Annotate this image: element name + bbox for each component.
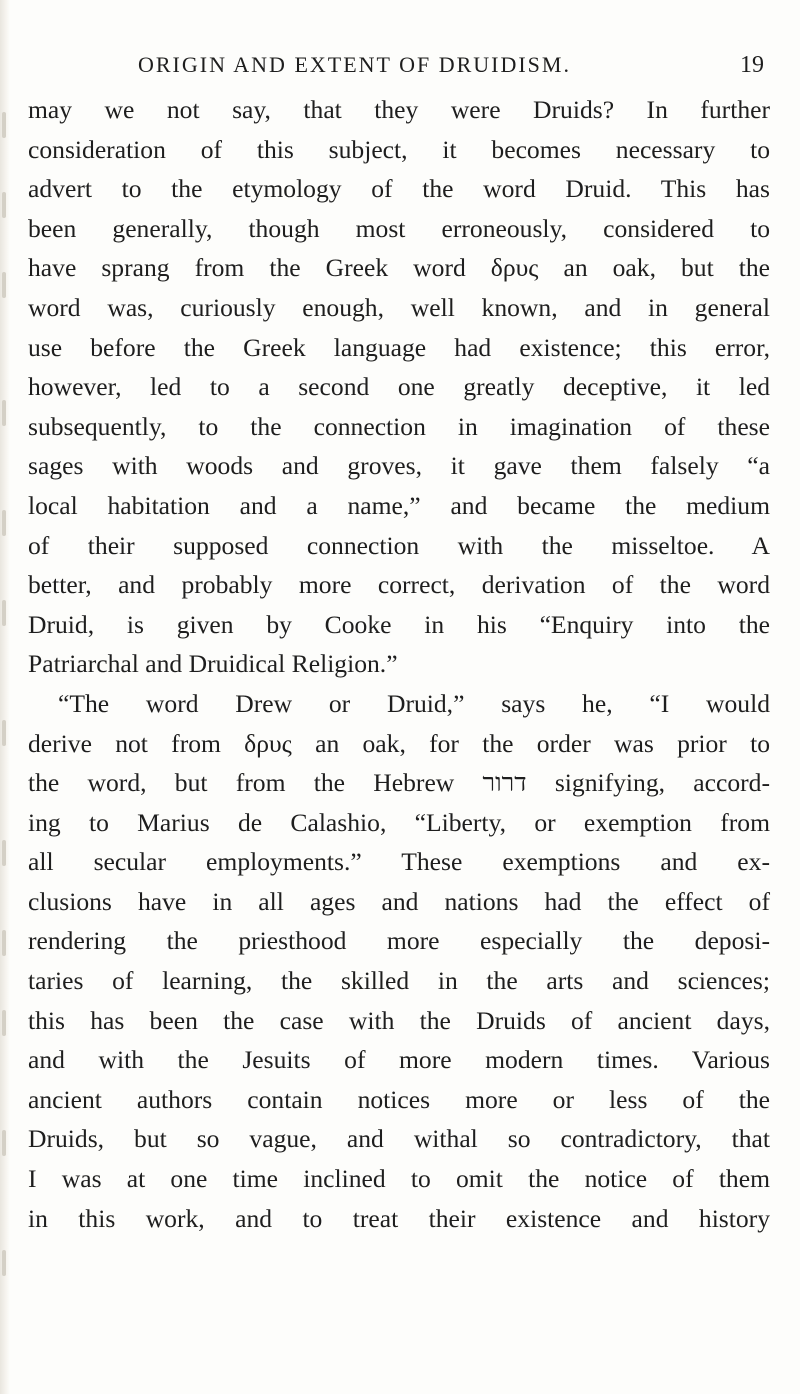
text-line: “The word Drew or Druid,” says he, “I would bbox=[58, 688, 770, 718]
gutter-mark bbox=[2, 400, 6, 426]
gutter-mark bbox=[2, 112, 6, 138]
gutter-mark bbox=[2, 840, 6, 866]
text-line: Druids, but so vague, and withal so contradictory, that bbox=[28, 1124, 770, 1154]
text-line: advert to the etymology of the word Druid. This has bbox=[28, 174, 770, 204]
text-line: derive not from δρυς an oak, for the order was prior to bbox=[28, 728, 770, 758]
page-number: 19 bbox=[740, 52, 764, 78]
gutter-mark bbox=[2, 1010, 6, 1036]
text-line: have sprang from the Greek word δρυς an oak, but the bbox=[28, 253, 770, 283]
text-line: Druid, is given by Cooke in his “Enquiry into the bbox=[28, 609, 770, 639]
text-line: word was, curiously enough, well known, and in general bbox=[28, 292, 770, 322]
text-line: all secular employments.” These exemptions and ex- bbox=[28, 847, 770, 877]
text-line: this has been the case with the Druids of ancient days, bbox=[28, 1005, 770, 1035]
gutter-mark bbox=[2, 1250, 6, 1276]
text-line: better, and probably more correct, derivation of the word bbox=[28, 570, 770, 600]
text-line: however, led to a second one greatly deceptive, it led bbox=[28, 372, 770, 402]
text-line: ing to Marius de Calashio, “Liberty, or exemption from bbox=[28, 807, 770, 837]
text-line: consideration of this subject, it becomes necessary to bbox=[28, 134, 770, 164]
gutter-mark bbox=[2, 720, 6, 746]
running-header bbox=[0, 48, 800, 82]
gutter-mark bbox=[2, 272, 6, 298]
paragraph bbox=[28, 684, 770, 1238]
gutter-mark bbox=[2, 510, 6, 536]
text-line: local habitation and a name,” and became the medium bbox=[28, 490, 770, 520]
body-text bbox=[28, 90, 770, 1238]
text-line: of their supposed connection with the misseltoe. A bbox=[28, 530, 770, 560]
text-line: Patriarchal and Druidical Religion.” bbox=[28, 649, 398, 679]
text-line: may we not say, that they were Druids? In further bbox=[28, 95, 770, 124]
text-line: rendering the priesthood more especially the deposi- bbox=[28, 926, 770, 956]
running-title: ORIGIN AND EXTENT OF DRUIDISM. bbox=[138, 52, 571, 77]
text-line: subsequently, to the connection in imagination of these bbox=[28, 411, 770, 441]
text-line: taries of learning, the skilled in the arts and sciences; bbox=[28, 966, 770, 996]
text-line: and with the Jesuits of more modern times. Various bbox=[28, 1045, 770, 1075]
text-line: I was at one time inclined to omit the notice of them bbox=[28, 1164, 770, 1194]
text-line: been generally, though most erroneously, considered to bbox=[28, 213, 770, 243]
gutter-mark bbox=[2, 192, 6, 218]
gutter-mark bbox=[2, 600, 6, 626]
paragraph bbox=[28, 90, 770, 684]
text-line: the word, but from the Hebrew דרור signifying, accord- bbox=[28, 768, 770, 798]
text-line: use before the Greek language had existence; this error, bbox=[28, 332, 770, 362]
gutter-mark bbox=[2, 930, 6, 956]
text-line: in this work, and to treat their existence and history bbox=[28, 1203, 770, 1233]
text-line: clusions have in all ages and nations had the effect of bbox=[28, 886, 770, 916]
page-gutter-shadow bbox=[0, 0, 10, 1394]
gutter-mark bbox=[2, 1130, 6, 1156]
text-line: ancient authors contain notices more or less of the bbox=[28, 1084, 770, 1114]
text-line: sages with woods and groves, it gave them falsely “a bbox=[28, 451, 770, 481]
